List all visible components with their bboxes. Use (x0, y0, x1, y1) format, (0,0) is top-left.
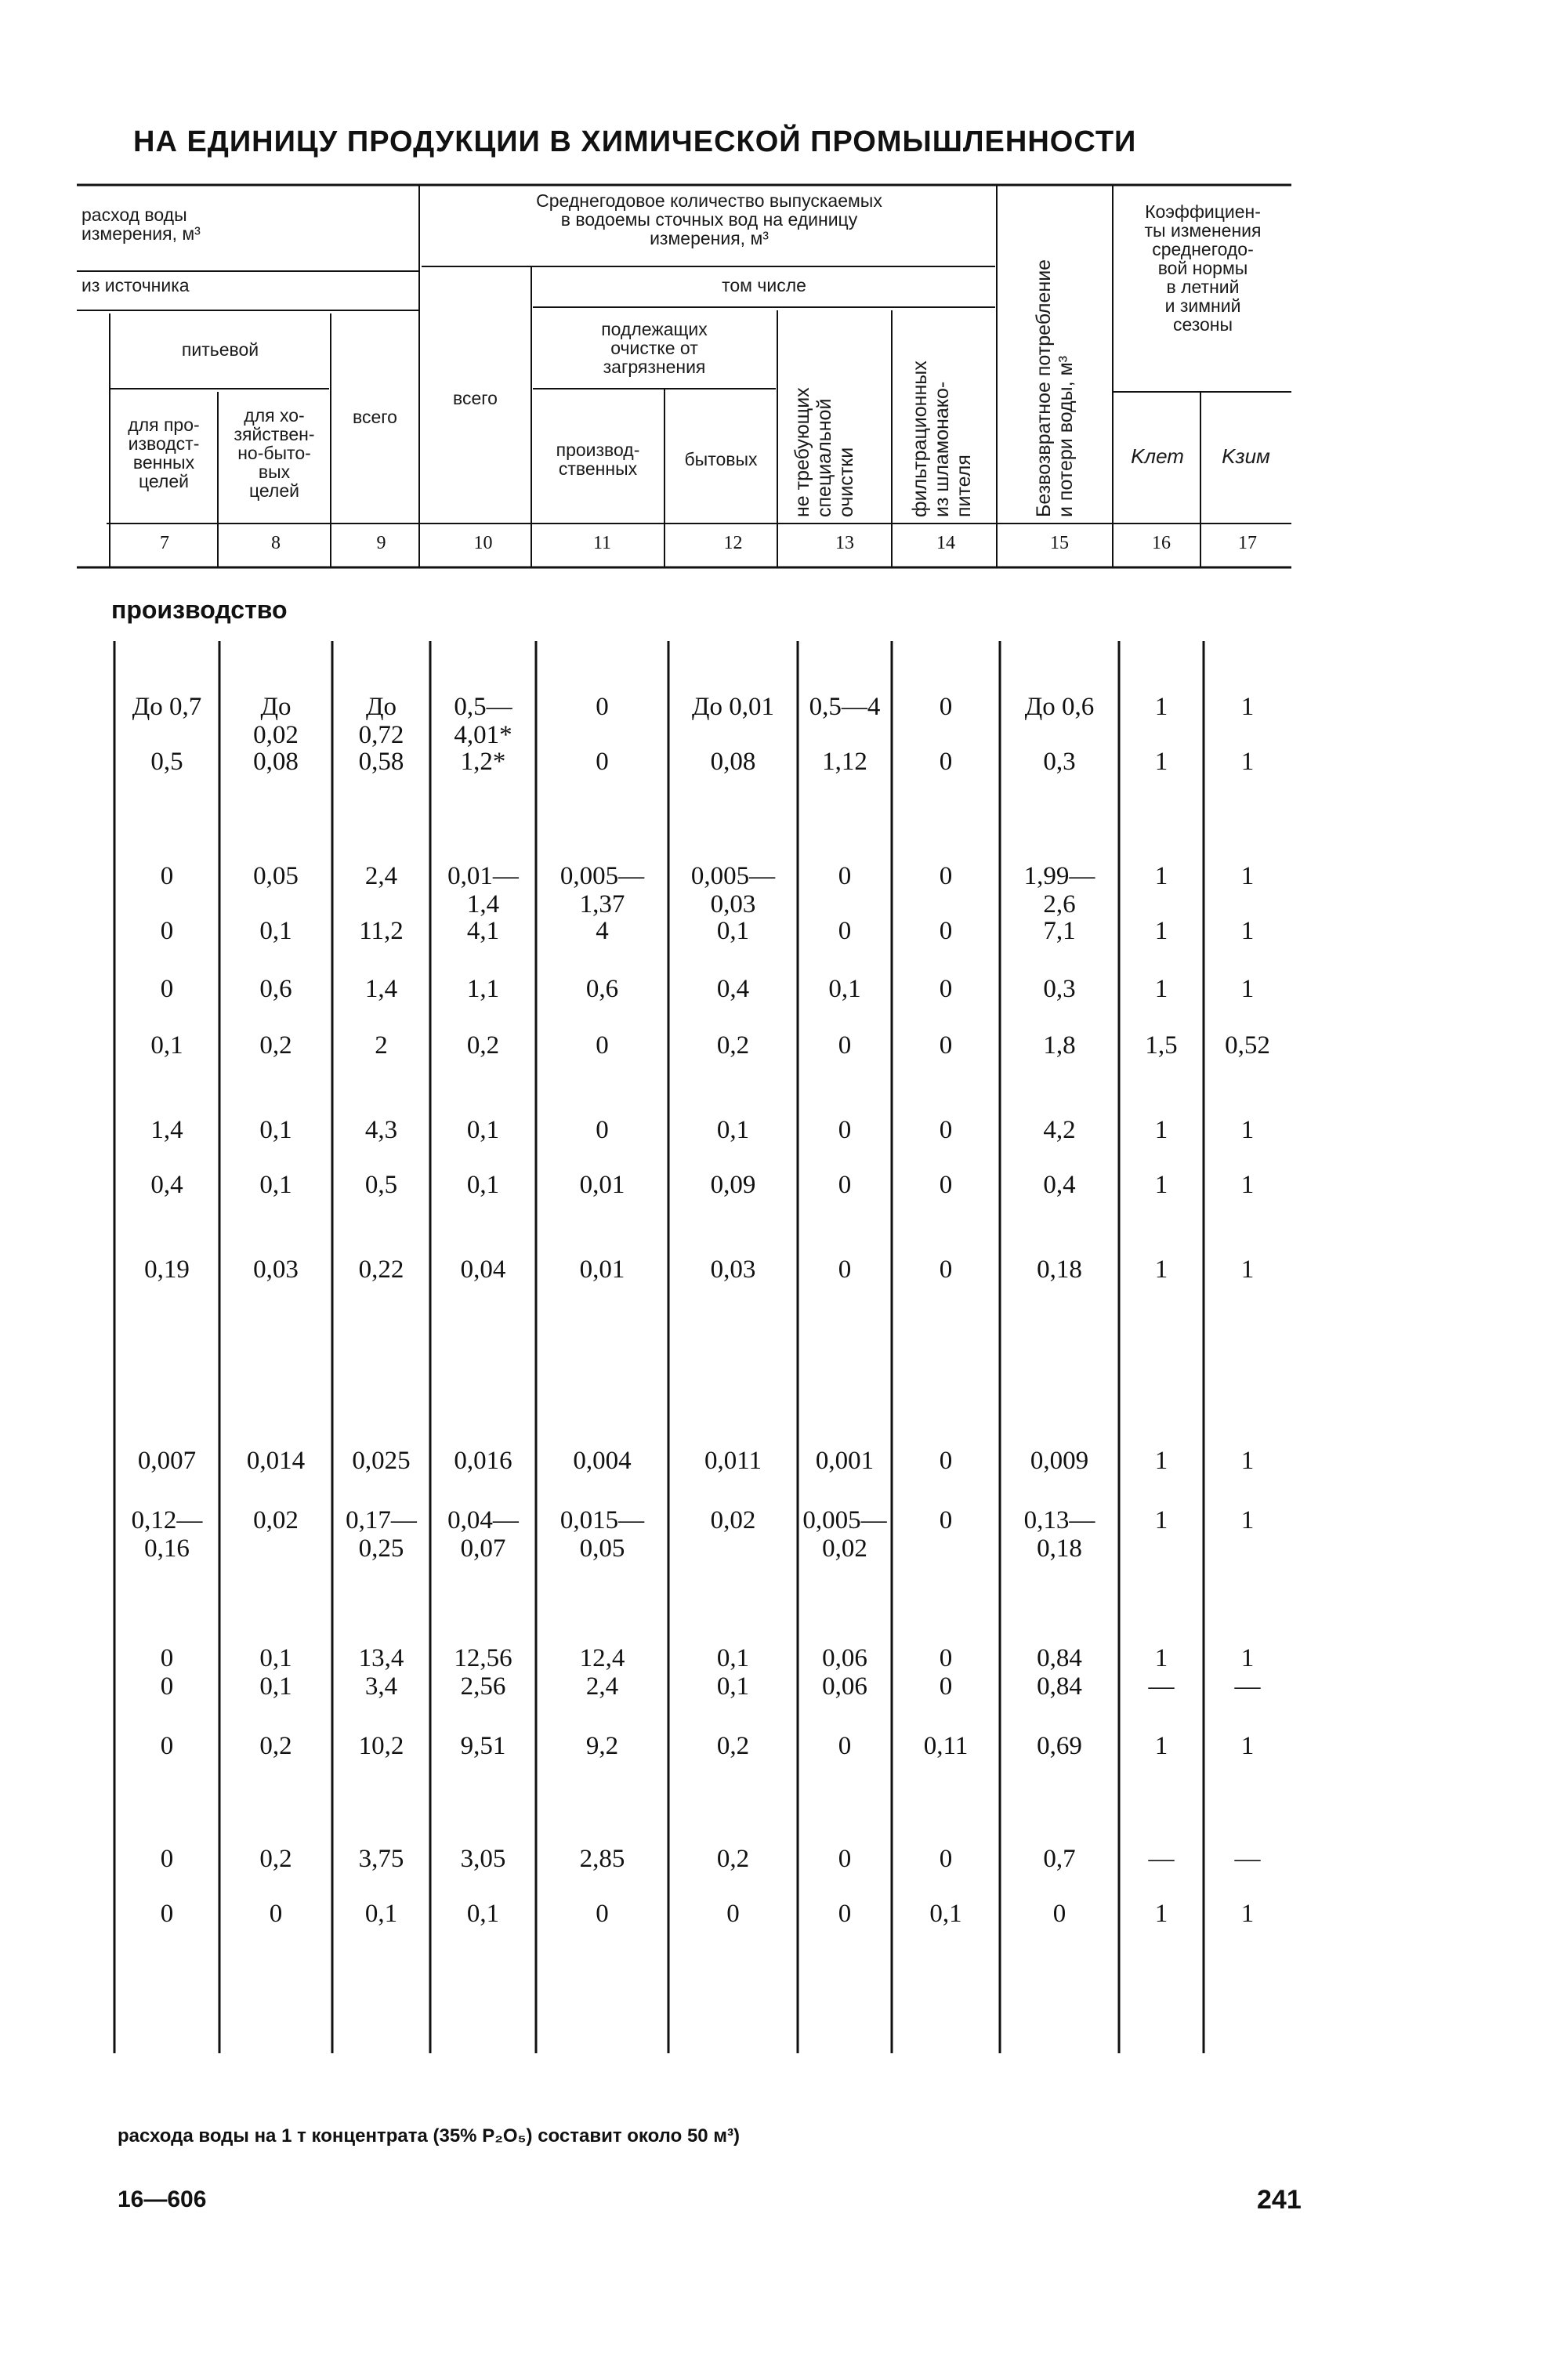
table-cell: 0,22 (358, 1255, 404, 1284)
table-cell: 0,015— 0,05 (559, 1506, 645, 1563)
header-wastewater-title: Среднегодовое количество выпускаемых в водоемы сточных вод на единицу измерения, м³ (536, 190, 882, 248)
table-cell: До 0,02 (253, 693, 299, 749)
table-cell: 0,5 (364, 1171, 398, 1199)
table-cell: 0,2 (716, 1732, 750, 1760)
table-cell: 0 (939, 693, 953, 721)
header-coefficients: Коэффициен- ты изменения среднегодо- вой нормы в летний и зимний сезоны (1144, 201, 1262, 335)
table-cell: 0 (838, 1031, 852, 1060)
table-cell: 7,1 (1043, 917, 1076, 945)
table-cell: 0,1 0,1 (716, 1644, 750, 1701)
table-cell: 0 (939, 1255, 953, 1284)
table-cell: 0,02 (710, 1506, 756, 1534)
table-cell: 0 (269, 1900, 283, 1928)
table-cell: 0,03 (253, 1255, 299, 1284)
column-number-9: 9 (376, 533, 386, 553)
table-cell: 0,009 (1030, 1447, 1089, 1475)
header-for-production: для про- изводст- венных целей (128, 415, 200, 491)
table-cell: 0,5 (150, 748, 183, 776)
table-cell: 0 (939, 1506, 953, 1534)
table-cell: 0,1 (259, 917, 292, 945)
table-cell: 0,1 (466, 1171, 500, 1199)
column-number-11: 11 (592, 533, 612, 553)
table-cell: 0,2 (716, 1845, 750, 1873)
table-cell: 0,19 (144, 1255, 190, 1284)
signature-mark: 16—606 (118, 2186, 207, 2212)
table-cell: 0 (596, 1900, 609, 1928)
table-cell: 0,025 (352, 1447, 411, 1475)
table-cell: 0 (596, 693, 609, 721)
table-cell: 0 (160, 975, 174, 1003)
table-cell: 0,04— 0,07 (447, 1506, 519, 1563)
table-cell: 4,1 (466, 917, 500, 945)
table-cell: 12,4 2,4 (579, 1644, 625, 1701)
table-cell: 0,13— 0,18 (1023, 1506, 1095, 1563)
table-cell: 1 (1240, 748, 1255, 776)
table-cell: 9,51 (460, 1732, 506, 1760)
table-cell: 0 (838, 917, 852, 945)
table-cell: До 0,01 (691, 693, 774, 721)
table-cell: 0,5— 4,01* (454, 693, 512, 749)
table-cell: 1 (1154, 975, 1168, 1003)
table-cell: 0 (838, 862, 852, 890)
table-cell: 0,1 (466, 1900, 500, 1928)
table-cell: 0 (838, 1116, 852, 1144)
table-cell: 0 (596, 1031, 609, 1060)
table-cell: 0,69 (1037, 1732, 1082, 1760)
table-cell: 1 (1154, 917, 1168, 945)
table-cell: 1 (1240, 975, 1255, 1003)
table-cell: 1 (1240, 1732, 1255, 1760)
column-number-10: 10 (473, 533, 493, 553)
table-cell: 0,2 (259, 1845, 292, 1873)
section-label: производство (111, 596, 288, 624)
table-cell: До 0,7 (132, 693, 202, 721)
table-cell: 0,1 (259, 1171, 292, 1199)
table-cell: 1,4 (364, 975, 398, 1003)
header-no-special-cleaning: не требующих специальной очистки (791, 387, 857, 517)
table-cell: 0,4 (1043, 1171, 1076, 1199)
table-cell: 0 (939, 862, 953, 890)
table-cell: 4,3 (364, 1116, 398, 1144)
column-number-7: 7 (160, 533, 169, 553)
table-cell: 0,1 (466, 1116, 500, 1144)
table-cell: 0,06 0,06 (822, 1644, 867, 1701)
table-cell: — (1234, 1845, 1261, 1873)
table-cell: 0 (838, 1255, 852, 1284)
table-cell: 1 (1240, 917, 1255, 945)
table-cell: 0,09 (710, 1171, 756, 1199)
table-cell: 1 (1240, 1447, 1255, 1475)
table-cell: 0,11 (923, 1732, 969, 1760)
table-cell: 12,56 2,56 (454, 1644, 512, 1701)
table-cell: 3,05 (460, 1845, 506, 1873)
table-cell: 0,1 (259, 1116, 292, 1144)
table-cell: 0 (939, 1447, 953, 1475)
table-cell: 0,011 (704, 1447, 762, 1475)
table-cell: 0,2 (716, 1031, 750, 1060)
table-cell: 0 (939, 1845, 953, 1873)
table-cell: До 0,72 (358, 693, 404, 749)
column-number-15: 15 (1050, 533, 1069, 553)
table-cell: 0,1 0,1 (259, 1644, 292, 1701)
table-cell: 4 (596, 917, 609, 945)
table-cell: 0 (160, 917, 174, 945)
table-cell: 0 (838, 1900, 852, 1928)
table-cell: 0 (160, 1900, 174, 1928)
table-cell: 0,7 (1043, 1845, 1076, 1873)
header-filtration: фильтрационных из шламонако- пителя (909, 360, 975, 517)
table-cell: 0,84 0,84 (1037, 1644, 1082, 1701)
page-title: НА ЕДИНИЦУ ПРОДУКЦИИ В ХИМИЧЕСКОЙ ПРОМЫШЛЕННОСТИ (133, 125, 1137, 158)
header-total-left: всего (353, 407, 397, 427)
table-cell: 0 (160, 1845, 174, 1873)
table-cell: 1,99— 2,6 (1023, 862, 1095, 918)
header-k-winter: Kзим (1222, 444, 1270, 468)
table-cell: 0 (160, 862, 174, 890)
table-cell: 0 (939, 975, 953, 1003)
table-cell: 1 (1240, 693, 1255, 721)
column-number-14: 14 (936, 533, 955, 553)
table-cell: 0,005— 0,02 (802, 1506, 887, 1563)
table-cell: 1 (1154, 1506, 1168, 1534)
table-cell: 1 (1154, 862, 1168, 890)
table-cell: 1 (1240, 1900, 1255, 1928)
table-cell: 0,6 (259, 975, 292, 1003)
table-cell: 0,1 (828, 975, 861, 1003)
table-cell: 0,1 (716, 1116, 750, 1144)
header-subject-to-cleaning: подлежащих очистке от загрязнения (601, 319, 708, 377)
table-cell: 0,4 (716, 975, 750, 1003)
table-cell: 1 (1154, 1732, 1168, 1760)
table-cell: 0,1 (364, 1900, 398, 1928)
table-cell: 0,04 (460, 1255, 506, 1284)
table-cell: 4,2 (1043, 1116, 1076, 1144)
header-k-summer: Kлет (1131, 444, 1184, 468)
table-cell: 0,4 (150, 1171, 183, 1199)
table-cell: 0,52 (1225, 1031, 1270, 1060)
table-cell: 0 (939, 1031, 953, 1060)
header-household: бытовых (684, 449, 758, 469)
table-cell: 0 (838, 1845, 852, 1873)
table-cell: 0,05 (253, 862, 299, 890)
table-cell: 0,016 (454, 1447, 512, 1475)
table-cell: 1 (1240, 1255, 1255, 1284)
table-cell: 0,1 (716, 917, 750, 945)
table-cell: 0 (160, 1732, 174, 1760)
table-cell: 1 — (1234, 1644, 1261, 1701)
header-for-household: для хо- зяйствен- но-быто- вых целей (234, 405, 315, 501)
table-cell: 0 (939, 917, 953, 945)
column-number-16: 16 (1152, 533, 1171, 553)
table-cell: 0,3 (1043, 975, 1076, 1003)
table-cell: 1 (1154, 1171, 1168, 1199)
table-cell: 0,18 (1037, 1255, 1082, 1284)
table-cell: 1,1 (466, 975, 500, 1003)
table-cell: 1,4 (150, 1116, 183, 1144)
table-cell: 1 (1154, 1116, 1168, 1144)
table-cell: 1,5 (1145, 1031, 1178, 1060)
table-cell: 1,12 (822, 748, 867, 776)
table-cell: 1 (1154, 1447, 1168, 1475)
table-cell: 2 (375, 1031, 388, 1060)
table-cell: 1 (1240, 1116, 1255, 1144)
table-cell: 1,2* (460, 748, 506, 776)
header-water-unit: расход воды измерения, м³ (81, 205, 201, 244)
table-cell: 0,001 (815, 1447, 875, 1475)
header-drinking: питьевой (181, 339, 259, 360)
table-cell: 1 (1154, 748, 1168, 776)
table-cell: 11,2 (359, 917, 404, 945)
column-number-13: 13 (835, 533, 854, 553)
table-cell: 2,4 (364, 862, 398, 890)
table-cell: 0 (726, 1900, 740, 1928)
table-cell: 0 (939, 1116, 953, 1144)
header-industrial: производ- ственных (556, 440, 640, 479)
table-cell: 0,01 (579, 1171, 625, 1199)
table-cell: 1,8 (1043, 1031, 1076, 1060)
table-cell: 10,2 (358, 1732, 404, 1760)
table-cell: 9,2 (585, 1732, 619, 1760)
table-cell: 0 0 (160, 1644, 174, 1701)
table-cell: 0 (838, 1732, 852, 1760)
table-cell: 2,85 (579, 1845, 625, 1873)
table-cell: — (1148, 1845, 1175, 1873)
table-cell: 0,01— 1,4 (447, 862, 519, 918)
table-cell: 0,007 (137, 1447, 197, 1475)
table-cell: 0,005— 1,37 (559, 862, 645, 918)
table-cell: 0,2 (259, 1031, 292, 1060)
header-from-source: из источника (81, 275, 190, 295)
table-cell: 0,005— 0,03 (690, 862, 776, 918)
table-cell: 0 (939, 1171, 953, 1199)
table-cell: 0,02 (253, 1506, 299, 1534)
column-number-8: 8 (271, 533, 281, 553)
table-cell: 1 (1154, 693, 1168, 721)
header-including: том числе (722, 275, 806, 295)
header-irreversible: Безвозвратное потребление и потери воды, м³ (1033, 259, 1077, 517)
table-cell: 0 (838, 1171, 852, 1199)
table-cell: 0,004 (573, 1447, 632, 1475)
table-cell: 1 (1154, 1900, 1168, 1928)
footnote: расхода воды на 1 т концентрата (35% P₂O₅) составит около 50 м³) (118, 2125, 741, 2147)
page-number: 241 (1257, 2185, 1302, 2215)
table-cell: 0,08 (253, 748, 299, 776)
table-cell: 1 (1154, 1255, 1168, 1284)
header-total-mid: всего (453, 388, 498, 408)
table-cell: 0,014 (246, 1447, 306, 1475)
table-cell: 3,75 (358, 1845, 404, 1873)
table-cell: 0,5—4 (809, 693, 881, 721)
table-cell: 1 (1240, 1506, 1255, 1534)
table-cell: 0,03 (710, 1255, 756, 1284)
table-cell: 1 — (1148, 1644, 1175, 1701)
table-cell: 0,58 (358, 748, 404, 776)
column-number-12: 12 (723, 533, 743, 553)
table-cell: 0,1 (929, 1900, 962, 1928)
table-cell: 0,01 (579, 1255, 625, 1284)
table-cell: 13,4 3,4 (358, 1644, 404, 1701)
table-cell: 0,17— 0,25 (346, 1506, 417, 1563)
table-cell: 1 (1240, 1171, 1255, 1199)
table-cell: 0 (596, 1116, 609, 1144)
table-cell: 0,08 (710, 748, 756, 776)
table-cell: 0,2 (466, 1031, 500, 1060)
column-number-17: 17 (1238, 533, 1257, 553)
table-cell: 0,12— 0,16 (131, 1506, 203, 1563)
table-cell: 0,6 (585, 975, 619, 1003)
table-cell: 0,1 (150, 1031, 183, 1060)
table-cell: 1 (1240, 862, 1255, 890)
table-cell: 0 (596, 748, 609, 776)
table-cell: 0 (1052, 1900, 1066, 1928)
table-cell: До 0,6 (1024, 693, 1095, 721)
table-cell: 0,2 (259, 1732, 292, 1760)
table-cell: 0 (939, 748, 953, 776)
table-cell: 0 0 (939, 1644, 953, 1701)
table-cell: 0,3 (1043, 748, 1076, 776)
